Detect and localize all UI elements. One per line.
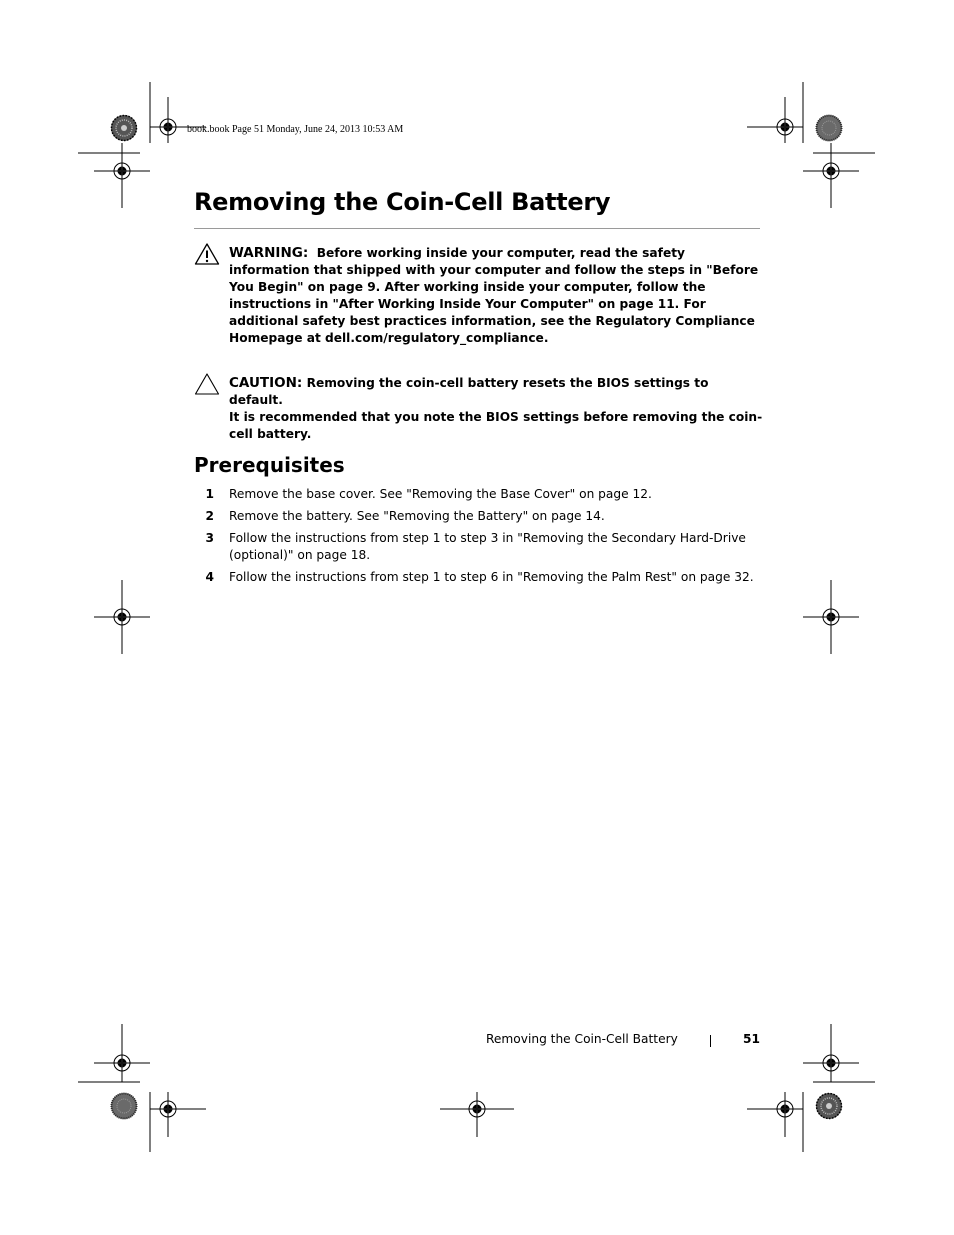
step-number: 3 [205, 531, 214, 545]
prerequisites-heading: Prerequisites [194, 453, 345, 477]
page-title: Removing the Coin-Cell Battery [194, 188, 611, 216]
step-text: Follow the instructions from step 1 to step 6 in "Removing the Palm Rest" on page 32. [229, 570, 754, 584]
warning-text: Before working inside your computer, read the safety information that shipped with your computer and follow the steps in "Before You Begin" on page 9. After working inside your computer, follow the instructions in "After Working Inside Your Computer" on page 11. For additional safety best practices information, see the Regulatory Compliance Homepage at dell.com/regulatory_compliance. [229, 246, 759, 345]
print-slug: book.book Page 51 Monday, June 24, 2013 10:53 AM [187, 124, 404, 135]
title-rule [194, 228, 760, 229]
step-number: 2 [205, 509, 214, 523]
step-number: 4 [205, 570, 214, 584]
footer-divider [710, 1035, 711, 1047]
warning-icon [194, 242, 220, 266]
page-number: 51 [743, 1032, 760, 1046]
step-text: Follow the instructions from step 1 to step 3 in "Removing the Secondary Hard-Drive (optional)" on page 18. [229, 531, 746, 562]
step-text: Remove the battery. See "Removing the Battery" on page 14. [229, 509, 605, 523]
list-item [194, 569, 774, 586]
list-item [194, 508, 774, 525]
caution-note [229, 375, 764, 443]
footer-title: Removing the Coin-Cell Battery [486, 1032, 678, 1046]
caution-text: Removing the coin-cell battery resets the BIOS settings to default. [229, 376, 709, 407]
caution-label: CAUTION: [229, 375, 303, 391]
list-item [194, 486, 774, 503]
list-item [194, 530, 774, 564]
caution-icon [194, 372, 220, 396]
step-number: 1 [205, 487, 214, 501]
step-text: Remove the base cover. See "Removing the Base Cover" on page 12. [229, 487, 652, 501]
warning-note [229, 245, 764, 347]
prerequisites-list [194, 486, 774, 591]
warning-label: WARNING: [229, 245, 309, 261]
caution-text-2: It is recommended that you note the BIOS settings before removing the coin-cell battery. [229, 410, 763, 441]
